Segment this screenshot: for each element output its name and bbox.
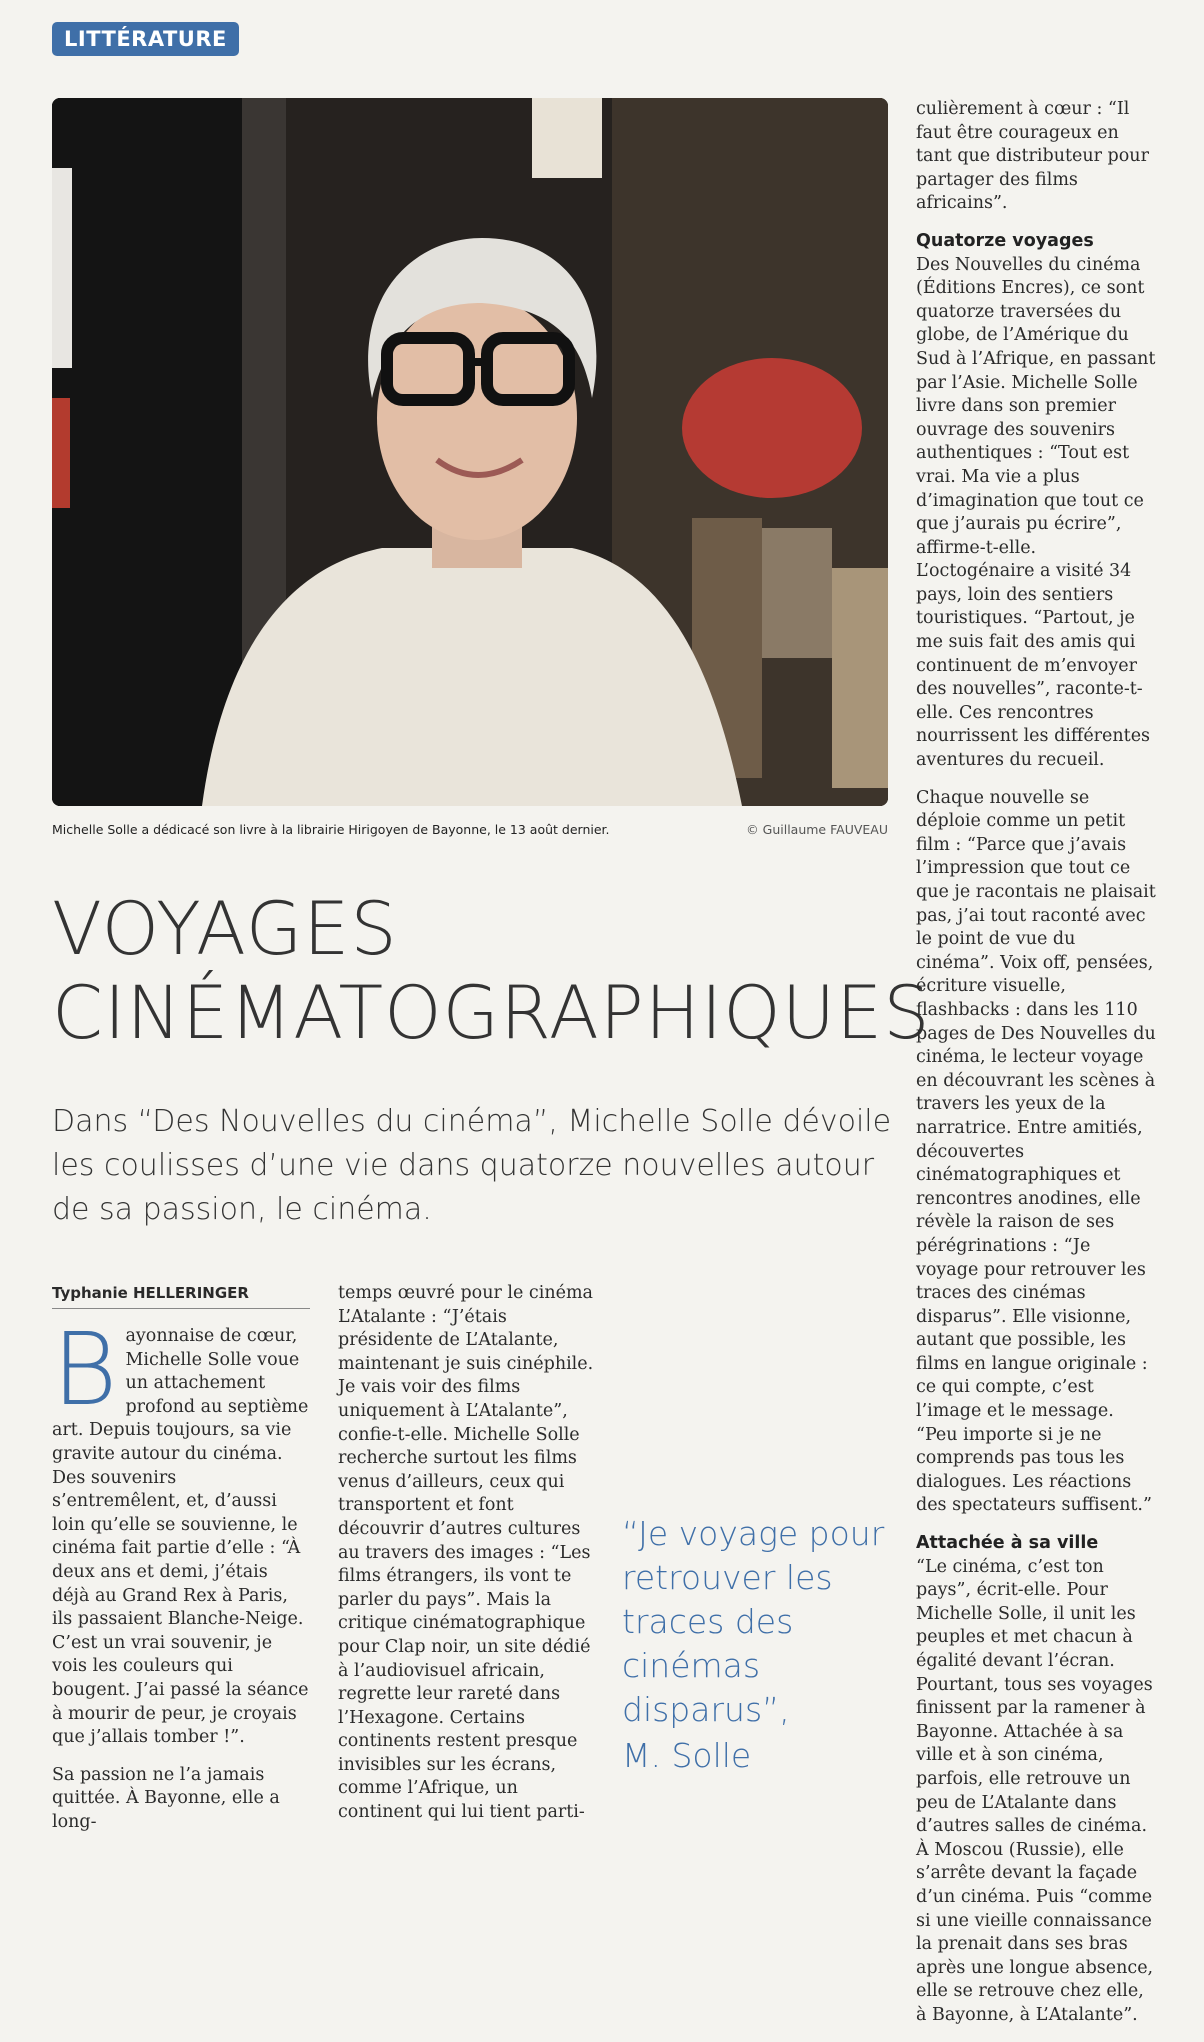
subheading-attachee-a-sa-ville: Attachée à sa ville — [916, 1533, 1099, 1554]
column3-paragraph-4: “Le cinéma, c’est ton pays”, écrit-elle. Pour Michelle Solle, il unit les peuples et met chacun à égalité devant l’écran. Pourtant, tous ses voyages finissent par la ramener à Bayonne. Attachée à sa ville et à son cinéma, parfois, elle retrouve un peu de L’Atalante dans d’autres salles de cinéma. À Moscou (Russie), elle s’arrête devant la façade d’un cinéma. Puis “comme si une vieille connaissance la prenait dans ses bras après une longue absence, elle se retrouve chez elle, à Bayonne, à L’Atalante”. — [916, 1556, 1154, 2025]
pull-quote: “Je voyage pour retrouver les traces des cinémas disparus”, — [622, 1514, 885, 1729]
byline: Typhanie HELLERINGER — [52, 1284, 310, 1309]
subheading-quatorze-voyages: Quatorze voyages — [916, 230, 1094, 251]
intro-paragraph — [52, 1311, 310, 1750]
drop-cap: B — [52, 1311, 118, 1428]
portrait-illustration — [52, 98, 888, 806]
column3-paragraph-2: Des Nouvelles du cinéma (Éditions Encres), ce sont quatorze traversées du globe, de l’Amérique du Sud à l’Afrique, en passant par l’Asie. Michelle Solle livre dans son premier ouvrage des souvenirs authentiques : “Tout est vrai. Ma vie a plus d’imagination que tout ce que j’aurais pu écrire”, affirme-t-elle. L’octogénaire a visité 34 pays, loin des sentiers touristiques. “Partout, je me suis fait des amis qui continuent de m’envoyer des nouvelles”, raconte-t-elle. Ces rencontres nourrissent les différentes aventures du recueil. — [916, 254, 1156, 771]
portrait-photo — [52, 98, 888, 806]
caption-text: Michelle Solle a dédicacé son livre à la librairie Hirigoyen de Bayonne, le 13 août dernier. — [52, 822, 610, 837]
photo-caption — [52, 822, 888, 837]
section-tag: LITTÉRATURE — [52, 22, 239, 56]
column1-paragraph-2: Sa passion ne l’a jamais quittée. À Bayonne, elle a long- — [52, 1764, 280, 1832]
photo-credit: © Guillaume FAUVEAU — [746, 822, 888, 837]
headline: VOYAGES CINÉMATOGRAPHIQUES — [52, 887, 931, 1056]
lead-paragraph: Dans “Des Nouvelles du cinéma”, Michelle Solle dévoile les coulisses d’une vie dans quatorze nouvelles autour de sa passion, le cinéma. — [52, 1104, 892, 1227]
article-column-2 — [338, 1282, 596, 1839]
article-column-3 — [916, 98, 1156, 2042]
article-column-1 — [52, 1311, 310, 1848]
column3-paragraph-1: culièrement à cœur : “Il faut être courageux en tant que distributeur pour partager des films africains”. — [916, 99, 1149, 214]
column3-paragraph-3: Chaque nouvelle se déploie comme un petit film : “Parce que j’avais l’impression que tout ce que je racontais ne plaisait pas, j’ai tout raconté avec le point de vue du cinéma”. Voix off, pensées, écriture visuelle, flashbacks : dans les 110 pages de Des Nouvelles du cinéma, le lecteur voyage en découvrant les scènes à travers les yeux de la narratrice. Entre amitiés, découvertes cinématographiques et rencontres anodines, elle révèle la raison de ses pérégrinations : “Je voyage pour retrouver les traces des cinémas disparus”. Elle visionne, autant que possible, les films en langue originale : ce qui compte, c’est l’image et le message. “Peu importe si je ne comprends pas tous les dialogues. Les réactions des spectateurs suffisent.” — [916, 787, 1156, 1516]
intro-text: ayonnaise de cœur, Michelle Solle voue un attachement profond au septième art. Depuis toujours, sa vie gravite autour du cinéma. Des souvenirs s’entremêlent, et, d’aussi loin qu’elle se souvienne, le cinéma fait partie d’elle : “À deux ans et demi, j’étais déjà au Grand Rex à Paris, ils passaient Blanche-Neige. C’est un vrai souvenir, je vois les couleurs qui bougent. J’ai passé la séance à mourir de peur, je croyais que j’allais tomber !”. — [52, 1326, 309, 1748]
column2-paragraph-1: temps œuvré pour le cinéma L’Atalante : “J’étais présidente de L’Atalante, maintenant je suis cinéphile. Je vais voir des films uniquement à L’Atalante”, confie-t-elle. Michelle Solle recherche surtout les films venus d’ailleurs, ceux qui transportent et font découvrir d’autres cultures au travers des images : “Les films étrangers, ils vont te parler du pays”. Mais la critique cinématographique pour Clap noir, un site dédié à l’audiovisuel africain, regrette leur rareté dans l’Hexagone. Certains continents restent presque invisibles sur les écrans, comme l’Afrique, un continent qui lui tient parti- — [338, 1283, 594, 1823]
pull-quote-author: M. Solle — [622, 1736, 752, 1775]
